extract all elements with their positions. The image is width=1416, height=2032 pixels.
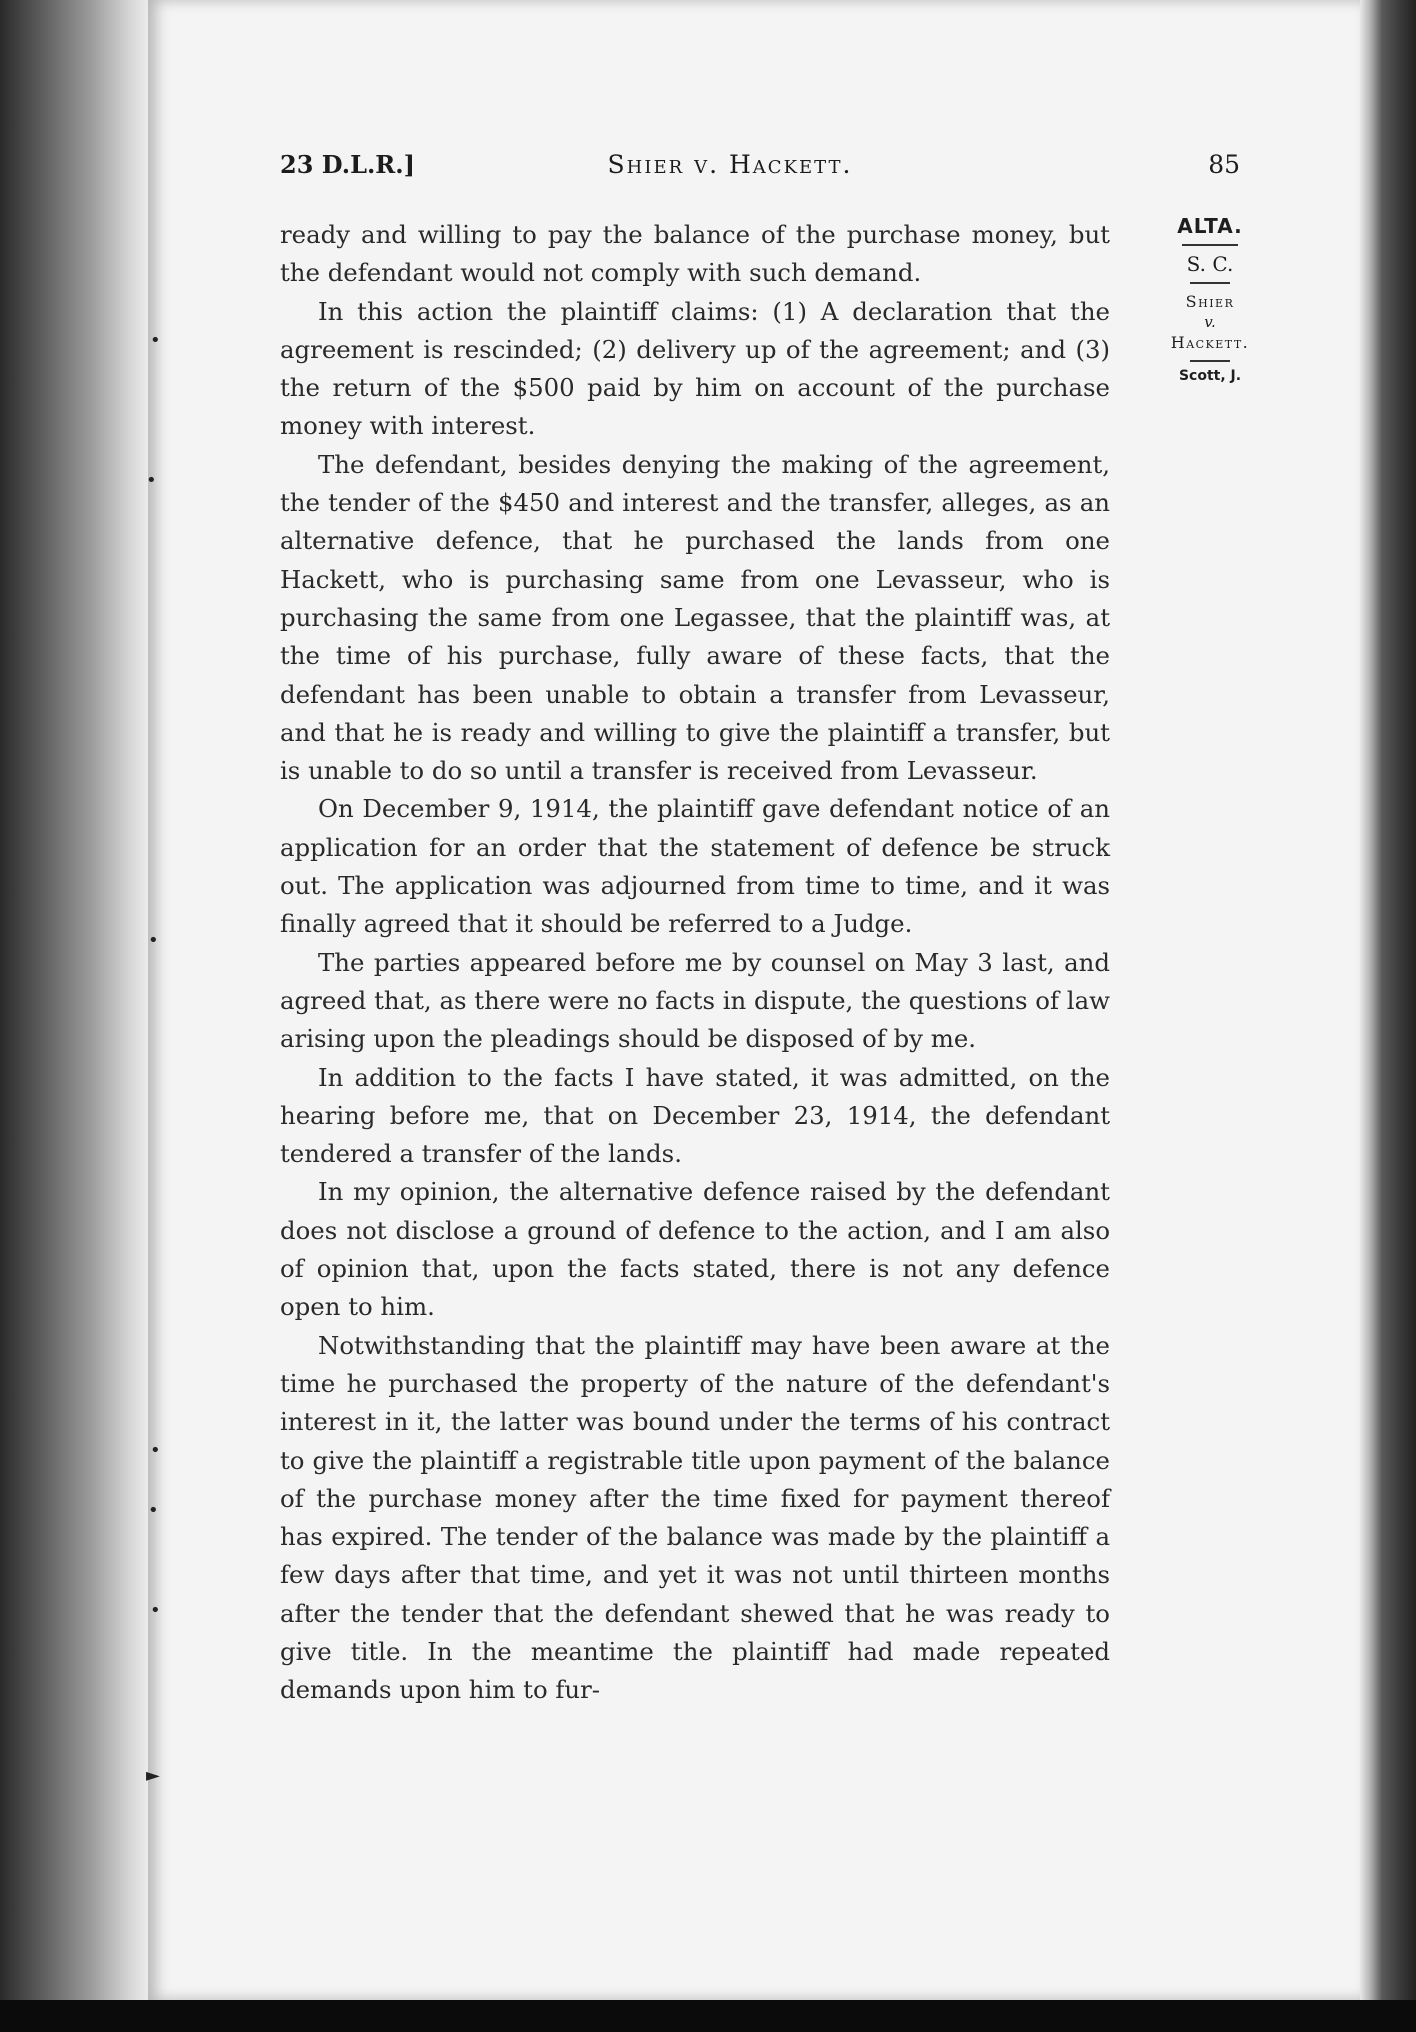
margin-note bbox=[1150, 214, 1270, 384]
margin-mark-arrow: ► bbox=[146, 1765, 160, 1786]
margin-division: S. C. bbox=[1186, 252, 1234, 276]
scan-border bbox=[0, 2000, 1416, 2032]
margin-case-name-2: Hackett. bbox=[1170, 333, 1250, 352]
running-head bbox=[280, 150, 1240, 186]
binding-gutter bbox=[0, 0, 150, 2032]
margin-case-v: v. bbox=[1204, 313, 1216, 331]
paragraph: In addition to the facts I have stated, it was admitted, on the hearing before me, that on December 23, 1914, the defendant tendered a transfer of the lands. bbox=[280, 1062, 1110, 1169]
body-text bbox=[280, 216, 1110, 1710]
page-number: 85 bbox=[1208, 150, 1240, 179]
margin-judge: Scott, J. bbox=[1178, 368, 1242, 384]
paragraph: In my opinion, the alternative defence raised by the defendant does not disclose a ground of defence to the action, and I am also of opinion that, upon the facts stated, there is not any defence open to him. bbox=[280, 1177, 1110, 1322]
margin-mark-dot: • bbox=[150, 1440, 161, 1461]
paragraph: Notwithstanding that the plaintiff may have been aware at the time he purchased the property of the nature of the defendant's interest in it, the latter was bound under the terms of his contract to give the plaintiff a registrable title upon payment of the balance of the purchase money after the time fixed for payment thereof has expired. The tender of the balance was made by the plaintiff a few days after that time, and yet it was not until thirteen months after the tender that the defendant shewed that he was ready to give title. In the meantime the plaintiff had made repeated demands upon him to fur- bbox=[280, 1330, 1110, 1705]
paragraph: On December 9, 1914, the plaintiff gave defendant notice of an application for an order that the statement of defence be struck out. The application was adjourned from time to time, and it was finally agreed that it should be referred to a Judge. bbox=[280, 794, 1110, 939]
case-title: Shier v. Hackett. bbox=[607, 150, 853, 179]
page-edge bbox=[1360, 0, 1416, 2032]
paragraph: The defendant, besides denying the making of the agreement, the tender of the $450 and interest and the transfer, alleges, as an alternative defence, that he purchased the lands from one Hackett, who is purchasing same from one Levasseur, who is purchasing the same from one Legassee, that the plaintiff was, at the time of his purchase, fully aware of these facts, that the defendant has been unable to obtain a transfer from Levasseur, and that he is ready and willing to give the plaintiff a transfer, but is unable to do so until a transfer is received from Levasseur. bbox=[280, 449, 1110, 786]
margin-mark-dot: • bbox=[148, 930, 159, 951]
paragraph: The parties appeared before me by counsel on May 3 last, and agreed that, as there were no facts in dispute, the questions of law arising upon the pleadings should be disposed of by me. bbox=[280, 947, 1110, 1054]
margin-divider bbox=[1190, 282, 1230, 284]
margin-mark-dot: • bbox=[146, 470, 157, 491]
volume-citation: 23 D.L.R.] bbox=[280, 150, 415, 179]
margin-case-name-1: Shier bbox=[1185, 292, 1235, 311]
margin-mark-dot: • bbox=[150, 330, 161, 351]
margin-mark-dot: • bbox=[150, 1600, 161, 1621]
margin-mark-dot: • bbox=[148, 1500, 159, 1521]
margin-divider bbox=[1182, 244, 1238, 246]
margin-court: ALTA. bbox=[1177, 214, 1243, 238]
margin-divider bbox=[1190, 360, 1230, 362]
paragraph: ready and willing to pay the balance of the purchase money, but the defendant would not comply with such demand. bbox=[280, 220, 1110, 288]
paragraph: In this action the plaintiff claims: (1) A declaration that the agreement is rescinded; (2) delivery up of the agreement; and (3) the return of the $500 paid by him on account of the purchase money with interest. bbox=[280, 296, 1110, 441]
